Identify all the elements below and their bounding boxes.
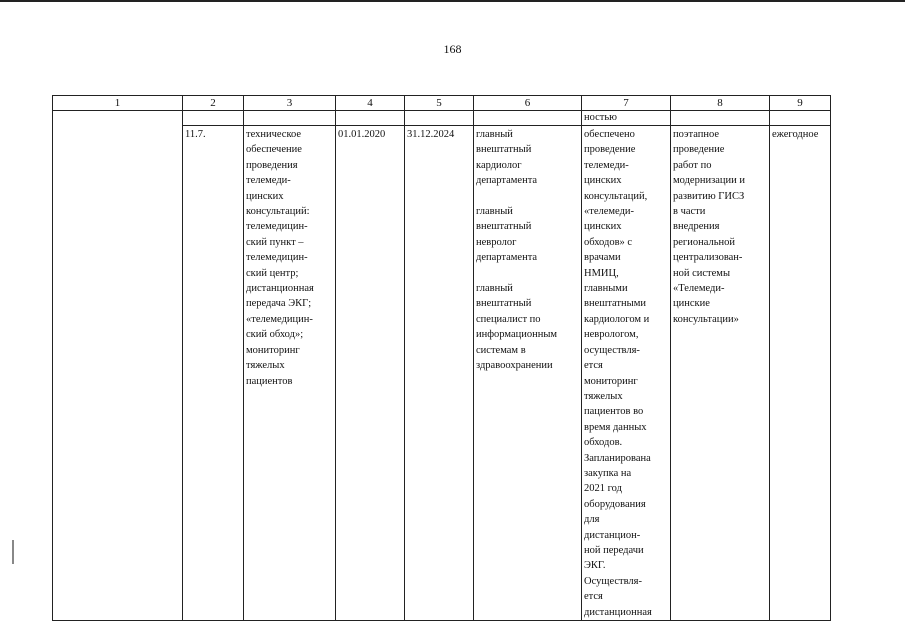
empty-cell [474, 111, 582, 126]
column-number: 9 [770, 96, 831, 111]
column-number-row [53, 96, 831, 111]
scan-artifact [12, 540, 14, 564]
plan-table [52, 95, 831, 621]
start-date-cell: 01.01.2020 [336, 126, 405, 621]
page-top-edge [0, 0, 905, 2]
page-number: 168 [443, 42, 462, 56]
continuation-text: ностью [582, 111, 671, 126]
empty-cell [671, 111, 770, 126]
empty-cell [336, 111, 405, 126]
column-number: 5 [405, 96, 474, 111]
column-number: 2 [183, 96, 244, 111]
result-cell: обеспечено проведение телемеди- цинских консультаций, «телемеди- цинских обходов» с врачами НМИЦ, главными внештатными кардиологом и неврологом, осуществля- ется мониторинг тяжелых пациентов во время данных обходов. Запланирована закупка на 2021 год оборудования для дистанцион- ной передачи ЭКГ. Осуществля- ется дистанционная [582, 126, 671, 621]
empty-cell [244, 111, 336, 126]
continuation-row [53, 111, 831, 126]
activity-cell: техническое обеспечение проведения телемеди- цинских консультаций: телемедицин- ский пункт – телемедицин- ский центр; дистанционная передача ЭКГ; «телемедицин- ский обход»; мониторинг тяжелых пациентов [244, 126, 336, 621]
empty-cell [770, 111, 831, 126]
column-number: 6 [474, 96, 582, 111]
periodicity-cell: ежегодное [770, 126, 831, 621]
empty-cell [183, 111, 244, 126]
responsible-cell: главный внештатный кардиолог департамента главный внештатный невролог департамента главный внештатный специалист по информационным системам в здравоохранении [474, 126, 582, 621]
end-date-cell: 31.12.2024 [405, 126, 474, 621]
indicator-cell: поэтапное проведение работ по модернизации и развитию ГИСЗ в части внедрения региональной централизован- ной системы «Телемеди- цинские консультации» [671, 126, 770, 621]
column-number: 1 [53, 96, 183, 111]
empty-cell [405, 111, 474, 126]
column-number: 4 [336, 96, 405, 111]
column-number: 7 [582, 96, 671, 111]
section-cell [53, 111, 183, 621]
row-number: 11.7. [183, 126, 244, 621]
column-number: 3 [244, 96, 336, 111]
column-number: 8 [671, 96, 770, 111]
